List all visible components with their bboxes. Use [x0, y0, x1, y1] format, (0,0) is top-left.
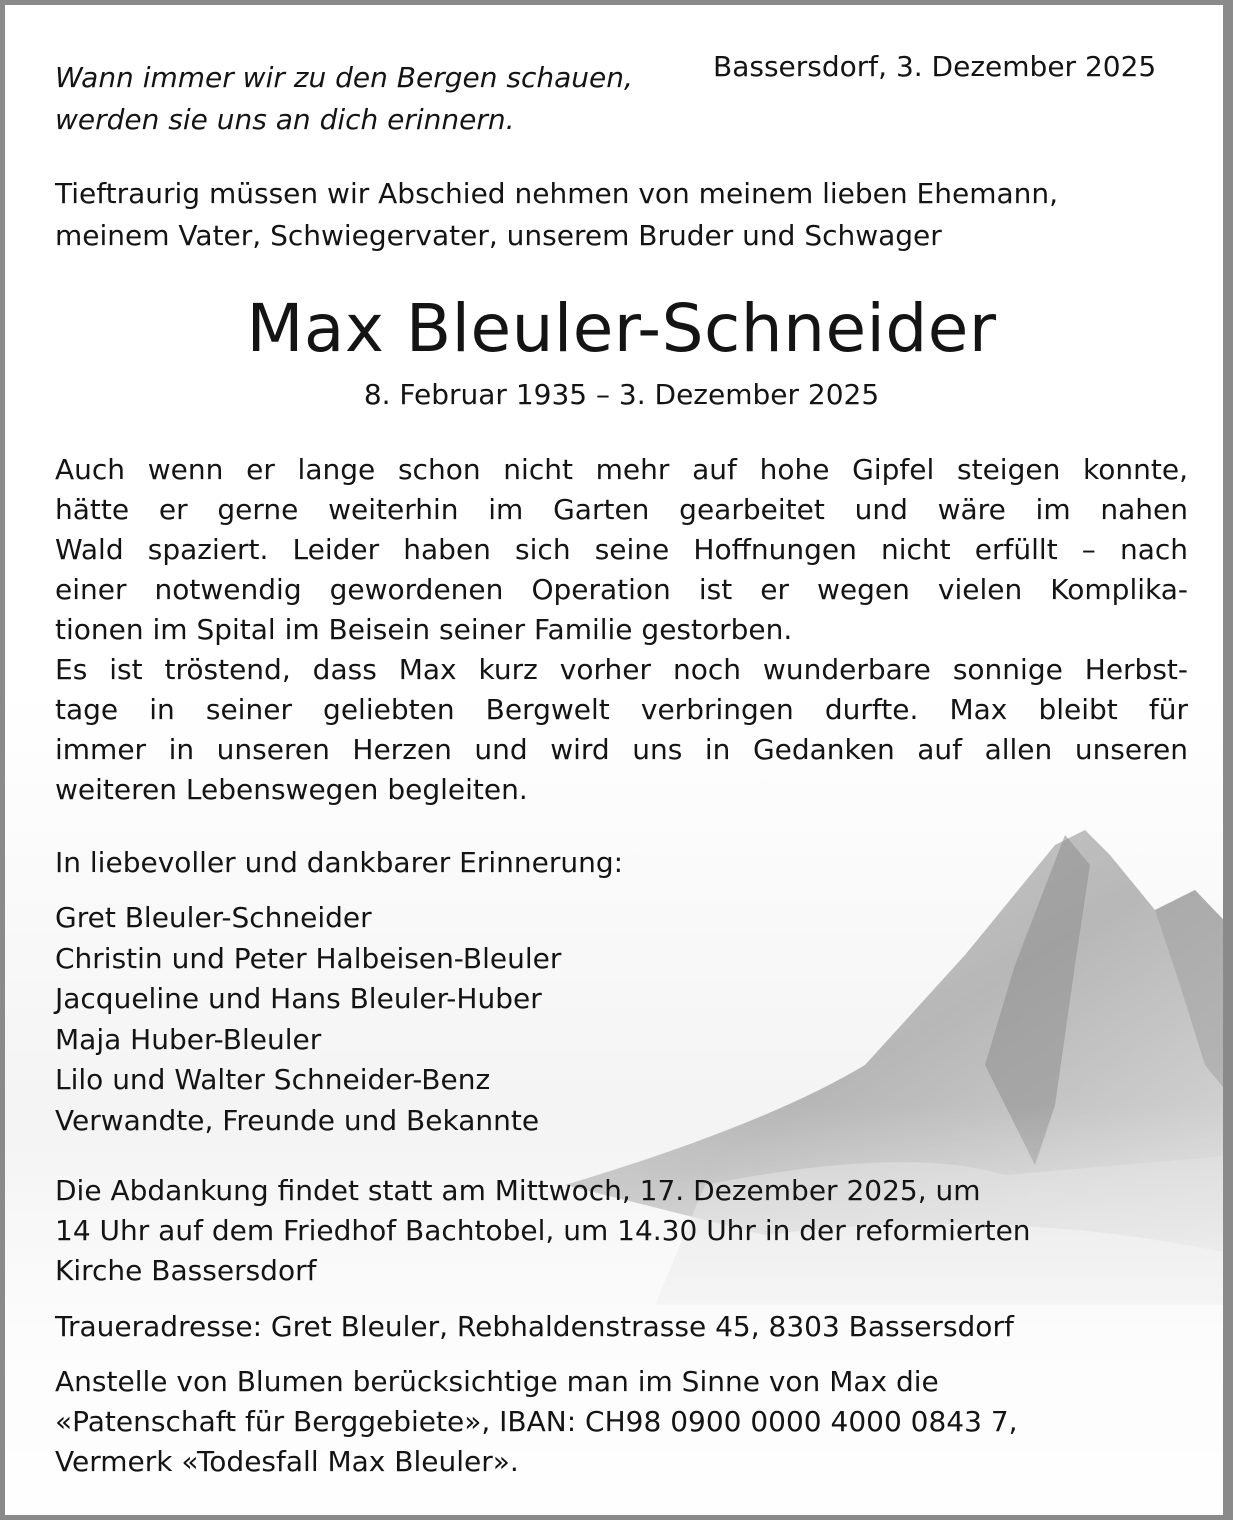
mourners-list	[55, 898, 561, 1141]
memory-heading: In liebevoller und dankbarer Erinnerung:	[55, 846, 624, 879]
tribute-line: Auch wenn er lange schon nicht mehr auf hohe Gipfel steigen konnte,	[55, 453, 1188, 486]
mourner-name: Maja Huber-Bleuler	[55, 1022, 322, 1056]
place-and-date: Bassersdorf, 3. Dezember 2025	[713, 50, 1157, 83]
tribute-line: Es ist tröstend, dass Max kurz vorher noch wunderbare sonnige Herbst-	[55, 653, 1188, 686]
mourner-name: Verwandte, Freunde und Bekannte	[55, 1103, 540, 1137]
mourning-address: Traueradresse: Gret Bleuler, Rebhaldenstrasse 45, 8303 Bassersdorf	[55, 1310, 1014, 1343]
funeral-service-info	[55, 1171, 1188, 1291]
service-line-3: Kirche Bassersdorf	[55, 1254, 317, 1287]
donation-line-3: Vermerk «Todesfall Max Bleuler».	[55, 1445, 519, 1478]
intro-line-2: meinem Vater, Schwiegervater, unserem Bruder und Schwager	[55, 219, 942, 252]
tribute-line: hätte er gerne weiterhin im Garten gearbeitet und wäre im nahen	[55, 493, 1188, 526]
life-dates: 8. Februar 1935 – 3. Dezember 2025	[363, 378, 880, 411]
mourner-name: Lilo und Walter Schneider-Benz	[55, 1063, 491, 1096]
deceased-name: Max Bleuler-Schneider	[246, 290, 997, 367]
tribute-line: tage in seiner geliebten Bergwelt verbringen durfte. Max bleibt für	[55, 693, 1188, 726]
intro-line-1: Tieftraurig müssen wir Abschied nehmen von meinem lieben Ehemann,	[55, 177, 1059, 210]
intro-text	[55, 173, 1058, 257]
donation-line-2: «Patenschaft für Berggebiete», IBAN: CH98 0900 0000 4000 0843 7,	[55, 1405, 1018, 1438]
tribute-line: immer in unseren Herzen und wird uns in Gedanken auf allen unseren	[55, 733, 1188, 766]
tribute-line: weiteren Lebenswegen begleiten.	[55, 773, 528, 806]
service-line-1: Die Abdankung findet statt am Mittwoch, 17. Dezember 2025, um	[55, 1174, 981, 1207]
mourner-name: Gret Bleuler-Schneider	[55, 901, 372, 934]
donation-line-1: Anstelle von Blumen berücksichtige man im Sinne von Max die	[55, 1365, 939, 1398]
mourner-name: Jacqueline und Hans Bleuler-Huber	[55, 982, 542, 1015]
tribute-line: tionen im Spital im Beisein seiner Familie gestorben.	[55, 613, 793, 646]
motto-line-1: Wann immer wir zu den Bergen schauen,	[55, 61, 633, 94]
tribute-line: Wald spaziert. Leider haben sich seine Hoffnungen nicht erfüllt – nach	[55, 533, 1188, 566]
mourner-name: Christin und Peter Halbeisen-Bleuler	[55, 941, 562, 975]
motto-quote	[55, 57, 633, 141]
service-line-2: 14 Uhr auf dem Friedhof Bachtobel, um 14.30 Uhr in der reformierten	[55, 1214, 1031, 1247]
tribute-line: einer notwendig gewordenen Operation ist er wegen vielen Komplika-	[55, 573, 1188, 606]
tribute-paragraph	[55, 450, 1188, 810]
motto-line-2: werden sie uns an dich erinnern.	[55, 103, 515, 136]
donation-note	[55, 1362, 1188, 1482]
